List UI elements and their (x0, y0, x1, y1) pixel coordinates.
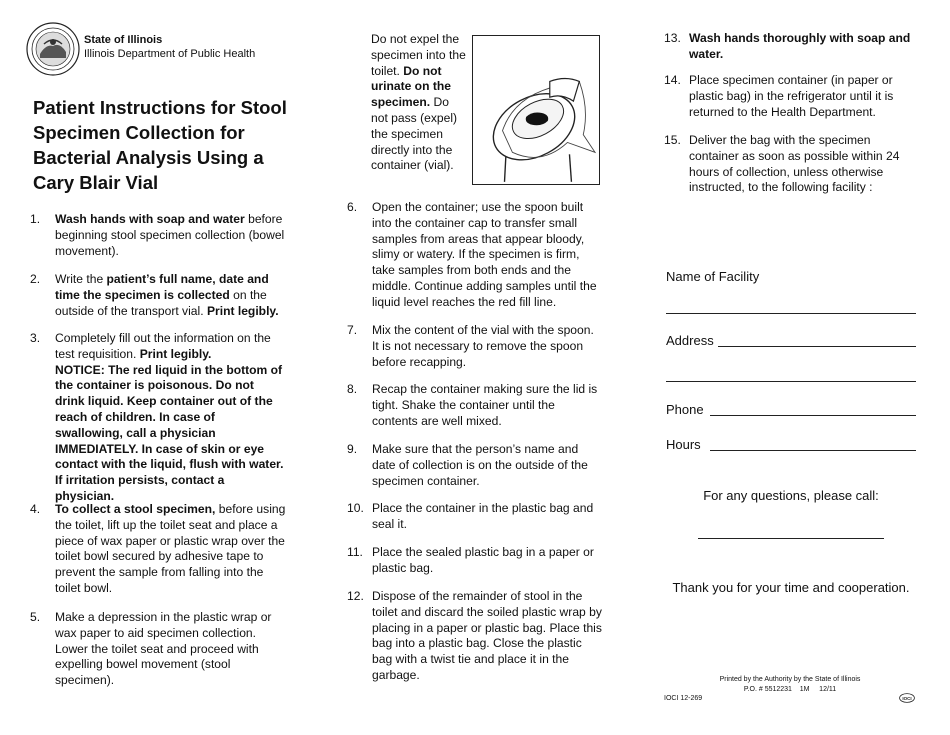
toilet-illustration (472, 35, 600, 185)
agency-header (84, 33, 255, 61)
step-7: 7. Mix the content of the vial with the spoon. It is not necessary to remove the spoon before recapping. (347, 323, 594, 369)
step-1: 1. Wash hands with soap and water before beginning stool specimen collection (bowel movement). (30, 212, 285, 258)
step-12: 12. Dispose of the remainder of stool in the toilet and discard the soiled plastic wrap by placing in a paper or plastic bag. Place this bag into a plastic bag. Close the plastic bag with a twist tie and place it in the garbage. (347, 589, 602, 682)
po-number: P.O. # 5512231 1M 12/11 (743, 686, 837, 693)
department-name: Illinois Department of Public Health (84, 48, 256, 60)
illustration-caption: Do not expel the specimen into the toilet. Do not urinate on the specimen. Do not pass (expel) the specimen directly into the container (vial). (371, 32, 466, 173)
step-11: 11. Place the sealed plastic bag in a paper or plastic bag. (347, 545, 594, 575)
page-title: Patient Instructions for Stool Specimen Collection for Bacterial Analysis Using a Cary Blair Vial (33, 97, 287, 193)
step-10: 10. Place the container in the plastic bag and seal it. (347, 501, 594, 531)
questions-text: For any questions, please call: (703, 488, 879, 503)
poison-notice: NOTICE: The red liquid in the bottom of the container is poisonous. Do not drink liquid. Keep container out of the reach of children. In case of swallowing, call a physician IMMEDIATELY. In case of skin or eye contact with the liquid, flush with water. If irritation persists, contact a physician. (55, 362, 284, 503)
step-9: 9. Make sure that the person’s name and date of collection is on the outside of the specimen container. (347, 442, 588, 488)
illinois-state-seal-icon (26, 22, 80, 76)
hours-line[interactable] (710, 450, 916, 451)
step-5: 5. Make a depression in the plastic wrap or wax paper to aid specimen collection. Lower the toilet seat and proceed with expelling bowel movement (stool specimen). (30, 610, 272, 688)
union-bug-logo (899, 693, 915, 703)
form-code: IOCI 12-269 (664, 695, 703, 702)
state-name: State of Illinois (84, 34, 163, 46)
address-line-1[interactable] (718, 346, 916, 347)
printed-by: Printed by the Authority by the State of Illinois (719, 676, 861, 683)
union-bug-text: IOCI (902, 696, 912, 701)
address-line-2[interactable] (666, 381, 916, 382)
phone-contact-line[interactable] (698, 538, 884, 539)
step-8: 8. Recap the container making sure the lid is tight. Shake the container until the contents are well mixed. (347, 382, 598, 428)
step-6: 6. Open the container; use the spoon built into the container cap to transfer small samples from areas that appear bloody, slimy or watery. If the specimen is firm, take samples from both ends and the middle. Continue adding samples until the liquid level reaches the red fill line. (347, 200, 597, 309)
thanks-text: Thank you for your time and cooperation. (672, 580, 910, 595)
step-15: 15. Deliver the bag with the specimen container as soon as possible within 24 hours of collection, unless otherwise instructed, to the following facility : (664, 133, 900, 195)
step-2: 2. Write the patient’s full name, date and time the specimen is collected on the outside of the transport vial. Print legibly. (30, 272, 279, 318)
step-14: 14. Place specimen container (in paper or plastic bag) in the refrigerator until it is returned to the Health Department. (664, 73, 894, 119)
phone-line[interactable] (710, 415, 916, 416)
facility-label: Name of Facility (666, 269, 760, 284)
hours-label: Hours (666, 437, 701, 452)
step-13: 13. Wash hands thoroughly with soap and water. (664, 31, 911, 61)
step-4: 4. To collect a stool specimen, before using the toilet, lift up the toilet seat and place a piece of wax paper or plastic wrap over the toilet bowl secured by adhesive tape to prevent the sample from falling into the toilet bowl. (30, 502, 286, 595)
address-label: Address (666, 333, 714, 348)
phone-label: Phone (666, 402, 704, 417)
step-3: 3. Completely fill out the information on the test requisition. Print legibly. NOTICE: The red liquid in the bottom of the container is poisonous. Do not drink liquid. Keep container out of the reach of children. In case of swallowing, call a physician IMMEDIATELY. In case of skin or eye contact with the liquid, flush with water. If irritation persists, contact a physician. (30, 331, 284, 503)
facility-name-line[interactable] (666, 313, 916, 314)
